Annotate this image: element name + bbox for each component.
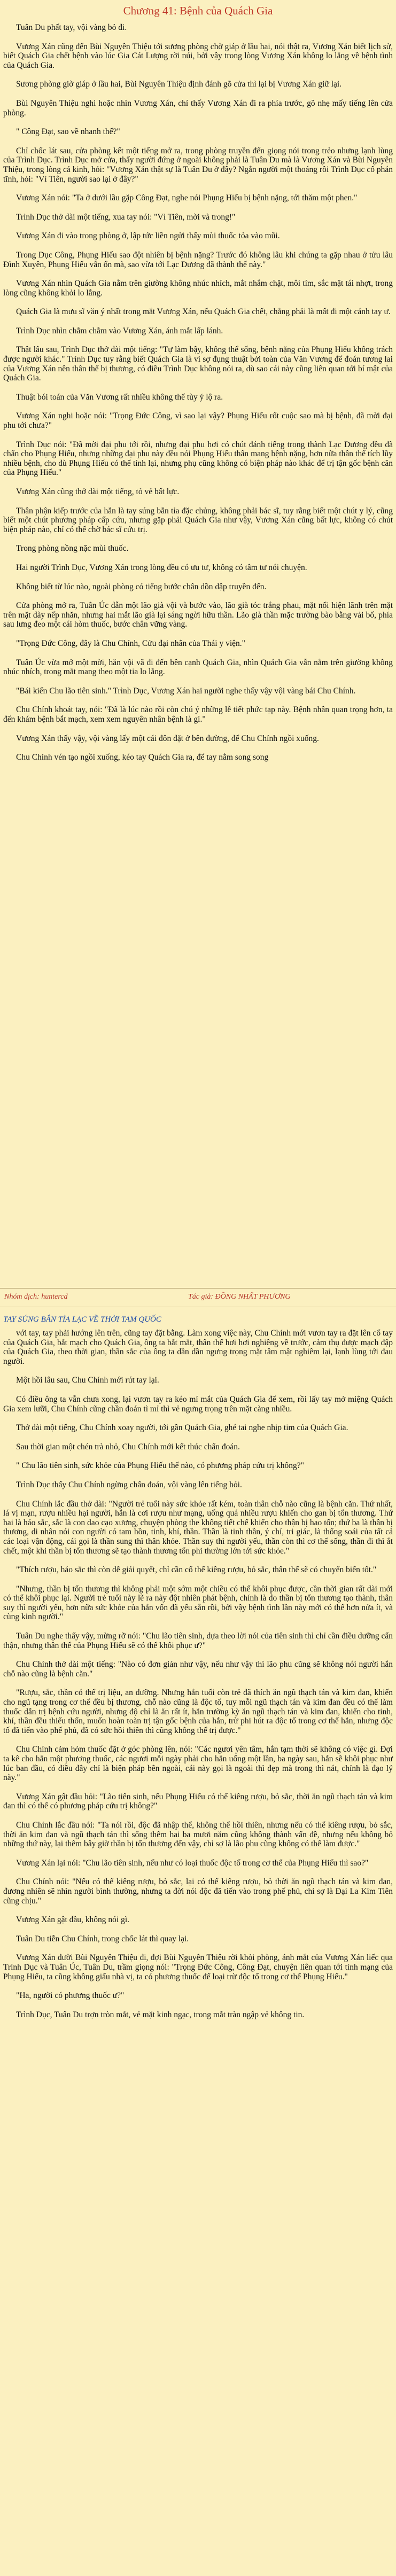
paragraph: Chu Chính cảm hỏm thuốc đặt ở góc phòng lên, nói: "Các ngươi yên tâm, hắn tạm thời sẽ không có việc gì. Đợi ta kê cho hắn một phương thuốc, các ngươi mỗi ngày phải cho hắn uống một lần, ba ngày sau, hắn sẽ khôi phục như lúc ban đầu, có điều đây chỉ là biện pháp bên ngoài, cái này gọi là ngoài thì đẹp mà trong thì nát, chính là đạo lý này."	[3, 1745, 393, 1783]
paragraph: Cửa phòng mở ra, Tuân Úc dẫn một lão già vội và bước vào, lão già tóc trắng phau, mặt nổi hiện lãnh trên mặt trên mặt dày nếp nhăn, nhưng hai mắt lão già lại sáng ngời hữu thần. Lão già thần mặc trường bào bằng vải bố, phía sau lưng đeo một cái hòm thuốc, bước chân vững vàng.	[3, 601, 393, 629]
paragraph: Bùi Nguyên Thiệu nghi hoặc nhìn Vương Xán, chỉ thấy Vương Xán đi ra phía trước, gõ nhẹ mấy tiếng lên cửa phòng.	[3, 98, 393, 118]
author-credit: Tác giả: ĐỒNG NHẤT PHƯƠNG	[188, 1293, 291, 1301]
chapter-section	[0, 0, 396, 1287]
paragraph: Vương Xán dười Bùi Nguyên Thiệu đi, đợi Bùi Nguyên Thiệu rời khỏi phòng, ánh mắt của Vương Xán liếc qua Trình Dục và Tuân Úc, Tuân Du, trầm giọng nói: "Trọng Đức Công, Công Đạt, chuyện liên quan tới tính mạng của Phụng Hiếu, ta cũng không giấu nhà vị, ta có phương thuốc để loại trừ độc tố trong cơ thể Phụng Hiếu."	[3, 1953, 393, 1981]
paragraph: Chu Chính thở dài một tiếng: "Nào có đơn giản như vậy, nếu như vậy thì lão phu cũng sẽ không nói người hắn chỗ nào cũng là bệnh căn."	[3, 1660, 393, 1679]
credits-row	[0, 1290, 396, 1305]
paragraph: Tuân Du phất tay, vội vàng bỏ đi.	[16, 23, 127, 32]
paragraph: Vương Xán nhìn Quách Gia nằm trên giường không nhúc nhích, mắt nhắm chặt, môi tím, sắc mặt tái nhợt, trong lòng cũng không khỏi lo lắng.	[3, 279, 393, 298]
paragraph: Tuân Úc vừa mở một mời, hăn vội vã đi đến bên cạnh Quách Gia, nhìn Quách Gia vẫn nằm trên giường không nhúc nhích, trong mắt mang theo một tia lo lắng.	[3, 658, 393, 677]
paragraph: Chu Chính vén tạo ngồi xuống, kéo tay Quách Gia ra, để tay nằm song song	[16, 753, 269, 762]
paragraph: " Công Đạt, sao về nhanh thế?"	[16, 127, 120, 137]
paragraph: Trình Dục thấy Chu Chính ngừng chẩn đoán, vội vàng lên tiếng hỏi.	[16, 1480, 242, 1489]
paragraph: "Nhưng, thần bị tổn thương thì không phải một sớm một chiều có thể khôi phục được, cần thời gian rất dài mới có thể khôi phục lại. Người trẻ tuổi này lẽ ra này đột nhiên phát bệnh, chính là do thần bị tổn thương tạo thành, thân suy thì người yếu, hơn nữa sức khỏe của hắn vốn đã yếu sẵn rồi, bởi vậy bệnh tình lần này mới có thể hơn nửa ít, và cùng kinh người."	[3, 1584, 393, 1622]
paragraph: Trong phòng nồng nặc mùi thuốc.	[16, 544, 129, 553]
paragraph: "Rượu, sắc, thần có thể trị liệu, an dưỡng. Nhưng hắn tuổi còn trẻ đã thích ăn ngũ thạch tán và kim đan, khiến cho ngũ tạng trong cơ thể đều bị thương, chỗ nào cũng là độc tố, tuy mỗi ngũ thạch tán và kim đan đều có thể làm thuốc dẫn trị bệnh cứu người, nhưng độ chỉ là ăn rất ít, hắn trường kỳ ăn ngũ thạch tán và kim đan, khiến cho tinh, khí, thần đều thiếu thốn, muốn hoàn toàn trị tận gốc bệnh của hắn, trừ phi hút ra độc tố trong cơ thể hắn, nhưng độc tố đã tiến vào phế phủ, đã có sức hồi thiên thì cũng không thể trị được."	[3, 1688, 393, 1735]
paragraph: Sau thời gian một chén trà nhỏ, Chu Chính mới kết thúc chẩn đoán.	[16, 1442, 240, 1451]
paragraph: Tuân Du tiễn Chu Chính, trong chốc lát thì quay lại.	[16, 1934, 189, 1943]
paragraph: "Ha, người có phương thuốc ư?"	[16, 1991, 125, 2001]
paragraph: Không biết từ lúc nào, ngoài phòng có tiếng bước chân dồn dập truyền đến.	[16, 582, 267, 591]
paragraph: với tay, tay phải hướng lên trên, cũng tay đặt bằng. Làm xong việc này, Chu Chính mới vươn tay ra đặt lên cổ tay của Quách Gia, bắt mạch cho Quách Gia, ông ta bắt mắt, thân thể hơi hơi nghiêng về trước, cảm thụ được mạch đập của Quách Gia, theo thời gian, thần sắc của ông ta dần dần ngưng trọng mặt tâm mật nghiêm lại, lạnh lùng tới đau người.	[3, 1329, 393, 1366]
continuation-body	[3, 1329, 393, 2019]
paragraph: Vương Xán cũng thở dài một tiếng, tỏ vẻ bất lực.	[16, 487, 180, 496]
paragraph: Trình Dục, Tuân Du trợn tròn mắt, vẻ mặt kinh ngạc, trong mắt tràn ngập vẻ không tin.	[16, 2010, 305, 2019]
paragraph: Trình Dục thở dài một tiếng, xua tay nói: "Vì Tiên, mời và trong!"	[16, 212, 236, 222]
paragraph: Vương Xán nghi hoặc nói: "Trọng Đức Công, vì sao lại vậy? Phụng Hiếu rốt cuộc sao mà bị bệnh, đã mời đại phu tới chưa?"	[3, 411, 393, 431]
paragraph: Thật lâu sau, Trình Dục thở dài một tiếng: "Tự làm bậy, không thể sống, bệnh nặng của Phụng Hiếu không trách được người khác." Trình Dục tuy rằng biết Quách Gia là vì sợ đụng thuật bởi toàn của Văn Vương để đoán tương lai của Vương Xán nên thân thể bị thương, có điều Trình Dục không nói ra, dù sao cái này cũng liên quan tới bí mật của Quách Gia.	[3, 345, 393, 383]
chapter-title: Chương 41: Bệnh của Quách Gia	[123, 4, 273, 17]
divider	[0, 1288, 396, 1289]
paragraph: Vương Xán cũng đến Bùi Nguyên Thiệu tới sương phòng chờ giáp ở lầu hai, nói thật ra, Vương Xán biết lịch sử, biết Quách Gia chết bệnh vào lúc Gia Cát Lượng rời núi, bởi vậy trong lòng Vương Xán không lo lắng về bệnh tình của Quách Gia.	[3, 42, 393, 70]
paragraph: Vương Xán gật đầu, không nói gì.	[16, 1915, 130, 1925]
paragraph: Trong Dục Công, Phụng Hiếu sao đột nhiên bị bệnh nặng? Trước đó không lâu khi chúng ta gặp nhau ở tửu lâu Đình Xuyên, Phụng Hiếu vẫn ổn mà, sao vừa tới Lạc Dương đã thành thế này."	[3, 250, 393, 269]
paragraph: Vương Xán thấy vậy, vội vàng lấy một cái đôn đặt ở bên đường, để Chu Chính ngồi xuống.	[16, 733, 319, 743]
paragraph: Có điều ông ta vẫn chưa xong, lại vươn tay ra kéo mí mắt của Quách Gia để xem, rồi lấy tay mở miệng Quách Gia xem lưỡi, Chu Chính cũng chần đoán tì mỉ thì vẻ ngưng trọng trên mặt càng nhiều.	[3, 1394, 393, 1414]
paragraph: Chu Chính lắc đầu nói: "Ta nói rồi, độc đã nhập thể, không thể hồi thiên, nhưng nếu có thể kiêng rượu, bỏ sắc, thời ăn kim đan và ngũ thạch tán thì sống thêm hai ba mươi năm cũng không thành vấn đề, nhưng nếu không bỏ những thứ này, lại thêm bây giờ thần bị tổn thương đến vậy, chỉ sợ là lão phu cũng không có thể làm được."	[3, 1820, 393, 1849]
paragraph: Thở dài một tiếng, Chu Chính xoay người, tới gần Quách Gia, ghé tai nghe nhịp tim của Quách Gia.	[16, 1423, 348, 1433]
paragraph: Chu Chính lắc đầu thở dài: "Người trẻ tuổi này sức khỏe rất kém, toàn thân chỗ nào cũng là bệnh căn. Thứ nhất, lá vị mạn, rượu nhiều hại người, hắn là cơi rượu như mạng, uống quá nhiều rượu khiến cho gan bị tổn thương. Thứ hai là háo sắc, sắc là con dao cạo xương, chuyện phòng the không tiết chế khiến cho thận bị hao tổn; thứ ba là thân bị thương, di nhân nói con người có tam hồn, tinh, khí, thần. Thần là tinh thần, ý chí, tri giác, là thống soái của tất cả các loại vận động, cái gọi là thần sung thì thân khỏe. Thần suy thì người yếu, thần còn thì cơ thể sống, thần đi thì ắt chết, một khi thần bị tổn thương sẽ tạo thành thương tổn phi thường lớn tới sức khỏe."	[3, 1499, 393, 1556]
paragraph: Tuân Du nghe thấy vậy, mừng rỡ nói: "Chu lão tiên sinh, dựa theo lời nói của tiên sinh thì chỉ cần điều dưỡng cẩn thận, nhưng thân thể của Phụng Hiếu sẽ có thể khôi phục ư?"	[3, 1632, 393, 1650]
chapter-body	[3, 23, 393, 762]
paragraph: Chu Chính khoát tay, nói: "Đã là lúc nào rồi còn chú ý những lễ tiết phức tạp này. Bệnh nhân quan trọng hơn, ta đến khám bệnh bắt mạch, xem xem nguyên nhân bệnh là gì."	[3, 705, 393, 724]
paragraph: Một hồi lâu sau, Chu Chính mới rút tay lại.	[16, 1376, 159, 1385]
book-title: TAY SÚNG BẮN TỈA LẠC VỀ THỜI TAM QUỐC	[3, 1315, 161, 1324]
paragraph: Chu Chính nói: "Nếu có thể kiêng rượu, bỏ sắc, lại có thể kiêng rượu, bỏ thời ăn ngũ thạch tán và kim đan, đương nhiên sẽ nhìn người bình thường, nhưng ta đời nói độc đã tiến vào trong phế phủ, chỉ sợ là Đại La Kim Tiên cũng chịu."	[3, 1877, 393, 1906]
paragraph: Trình Dục nói: "Đã mời đại phu tới rồi, nhưng đại phu hơi có chút đánh tiếng trong thành Lạc Dương đều đã chẩn cho Phụng Hiếu, nhưng những đại phu này đều nói Phụng Hiếu thân mang bệnh nặng, hơn nữa thân thể tích lũy nhiều bệnh, cho dù Phụng Hiếu có thể tỉnh lại, nhưng phụ cũng không có biện pháp nào khác để trị tận gốc bệnh căn của Phụng Hiếu."	[3, 440, 393, 478]
paragraph: Trình Dục nhìn chằm chằm vào Vương Xán, ánh mắt lấp lánh.	[16, 326, 223, 335]
paragraph: Vương Xán lại nói: "Chu lão tiên sinh, nếu như có loại thuốc độc tố trong cơ thể của Phụng Hiếu thì sao?"	[16, 1858, 369, 1868]
paragraph: "Bái kiến Chu lão tiên sinh." Trình Dục, Vương Xán hai người nghe thấy vậy vội vàng bái Chu Chính.	[16, 686, 356, 696]
translator-credit: Nhóm dịch: huntercd	[4, 1293, 68, 1301]
paragraph: Vương Xán nói: "Ta ở dưới lầu gặp Công Đạt, nghe nói Phụng Hiếu bị bệnh nặng, tới thăm một phen."	[16, 193, 358, 203]
paragraph: Quách Gia là mưu sĩ văn ý nhất trong mắt Vương Xán, nếu Quách Gia chết, chẳng phải là mất đi một cánh tay ư.	[16, 307, 391, 317]
paragraph: "Thích rượu, háo sắc thì còn dễ giải quyết, chỉ cần cố thể kiêng rượu, bỏ sắc, thân thể sẽ có chuyển biến tốt."	[16, 1565, 377, 1575]
continuation-section	[0, 1310, 396, 2576]
paragraph: "Trọng Đức Công, đây là Chu Chính, Cửu đại nhân của Thái y viện."	[16, 638, 245, 648]
paragraph: Sương phòng giờ giáp ở lầu hai, Bùi Nguyên Thiệu định đánh gõ cửa thì lại bị Vương Xán giữ lại.	[16, 80, 342, 89]
paragraph: Hai người Trình Dục, Vương Xán trong lòng đều có ưu tư, không có tâm tư nói chuyện.	[16, 563, 307, 572]
paragraph: Vương Xán gật đầu hỏi: "Lão tiên sinh, nếu Phụng Hiếu có thể kiêng rượu, bỏ sắc, thời ăn ngũ thạch tán và kim đan thì có thể có phương pháp cứu trị không?"	[3, 1792, 393, 1811]
paragraph: Vương Xán đi vào trong phòng ở, lập tức liền ngửi thấy mùi thuốc tỏa vào mũi.	[16, 231, 280, 241]
paragraph: Thuật bói toán của Văn Vương rất nhiều không thể tùy ý lộ ra.	[16, 392, 223, 402]
paragraph: " Chu lão tiên sinh, sức khỏe của Phụng Hiếu thế nào, có phương pháp cứu trị không?"	[16, 1461, 304, 1471]
paragraph: Chỉ chốc lát sau, cửa phòng kết một tiếng mở ra, trong phòng truyền đến giọng nói trong trẻo nhưng lạnh lùng của Trình Dục. Trình Dục mở cửa, thấy người đứng ở ngoài không phải là Tuân Du mà là Vương Xán và Bùi Nguyên Thiệu, trong lòng cả kinh, hỏi: "Vương Xán thật sự là Tuân Du ở đây? Ngắn người một thoáng rồi Trình Dục cố phán tĩnh, hỏi: "Vì Tiên, người sao lại ở đây?"	[3, 146, 393, 184]
paragraph: Thân phận kiếp trước của hắn là tay súng bắn tỉa đặc chủng, không phải bác sĩ, tuy rằng biết một chút y lý, cũng biết một chút phương pháp cấp cứu, nhưng gặp phải Quách Gia như vậy, Vương Xán cũng bất lực, không có chút biện pháp nào, chỉ có thể chờ bác sĩ cứu trị.	[3, 506, 393, 534]
